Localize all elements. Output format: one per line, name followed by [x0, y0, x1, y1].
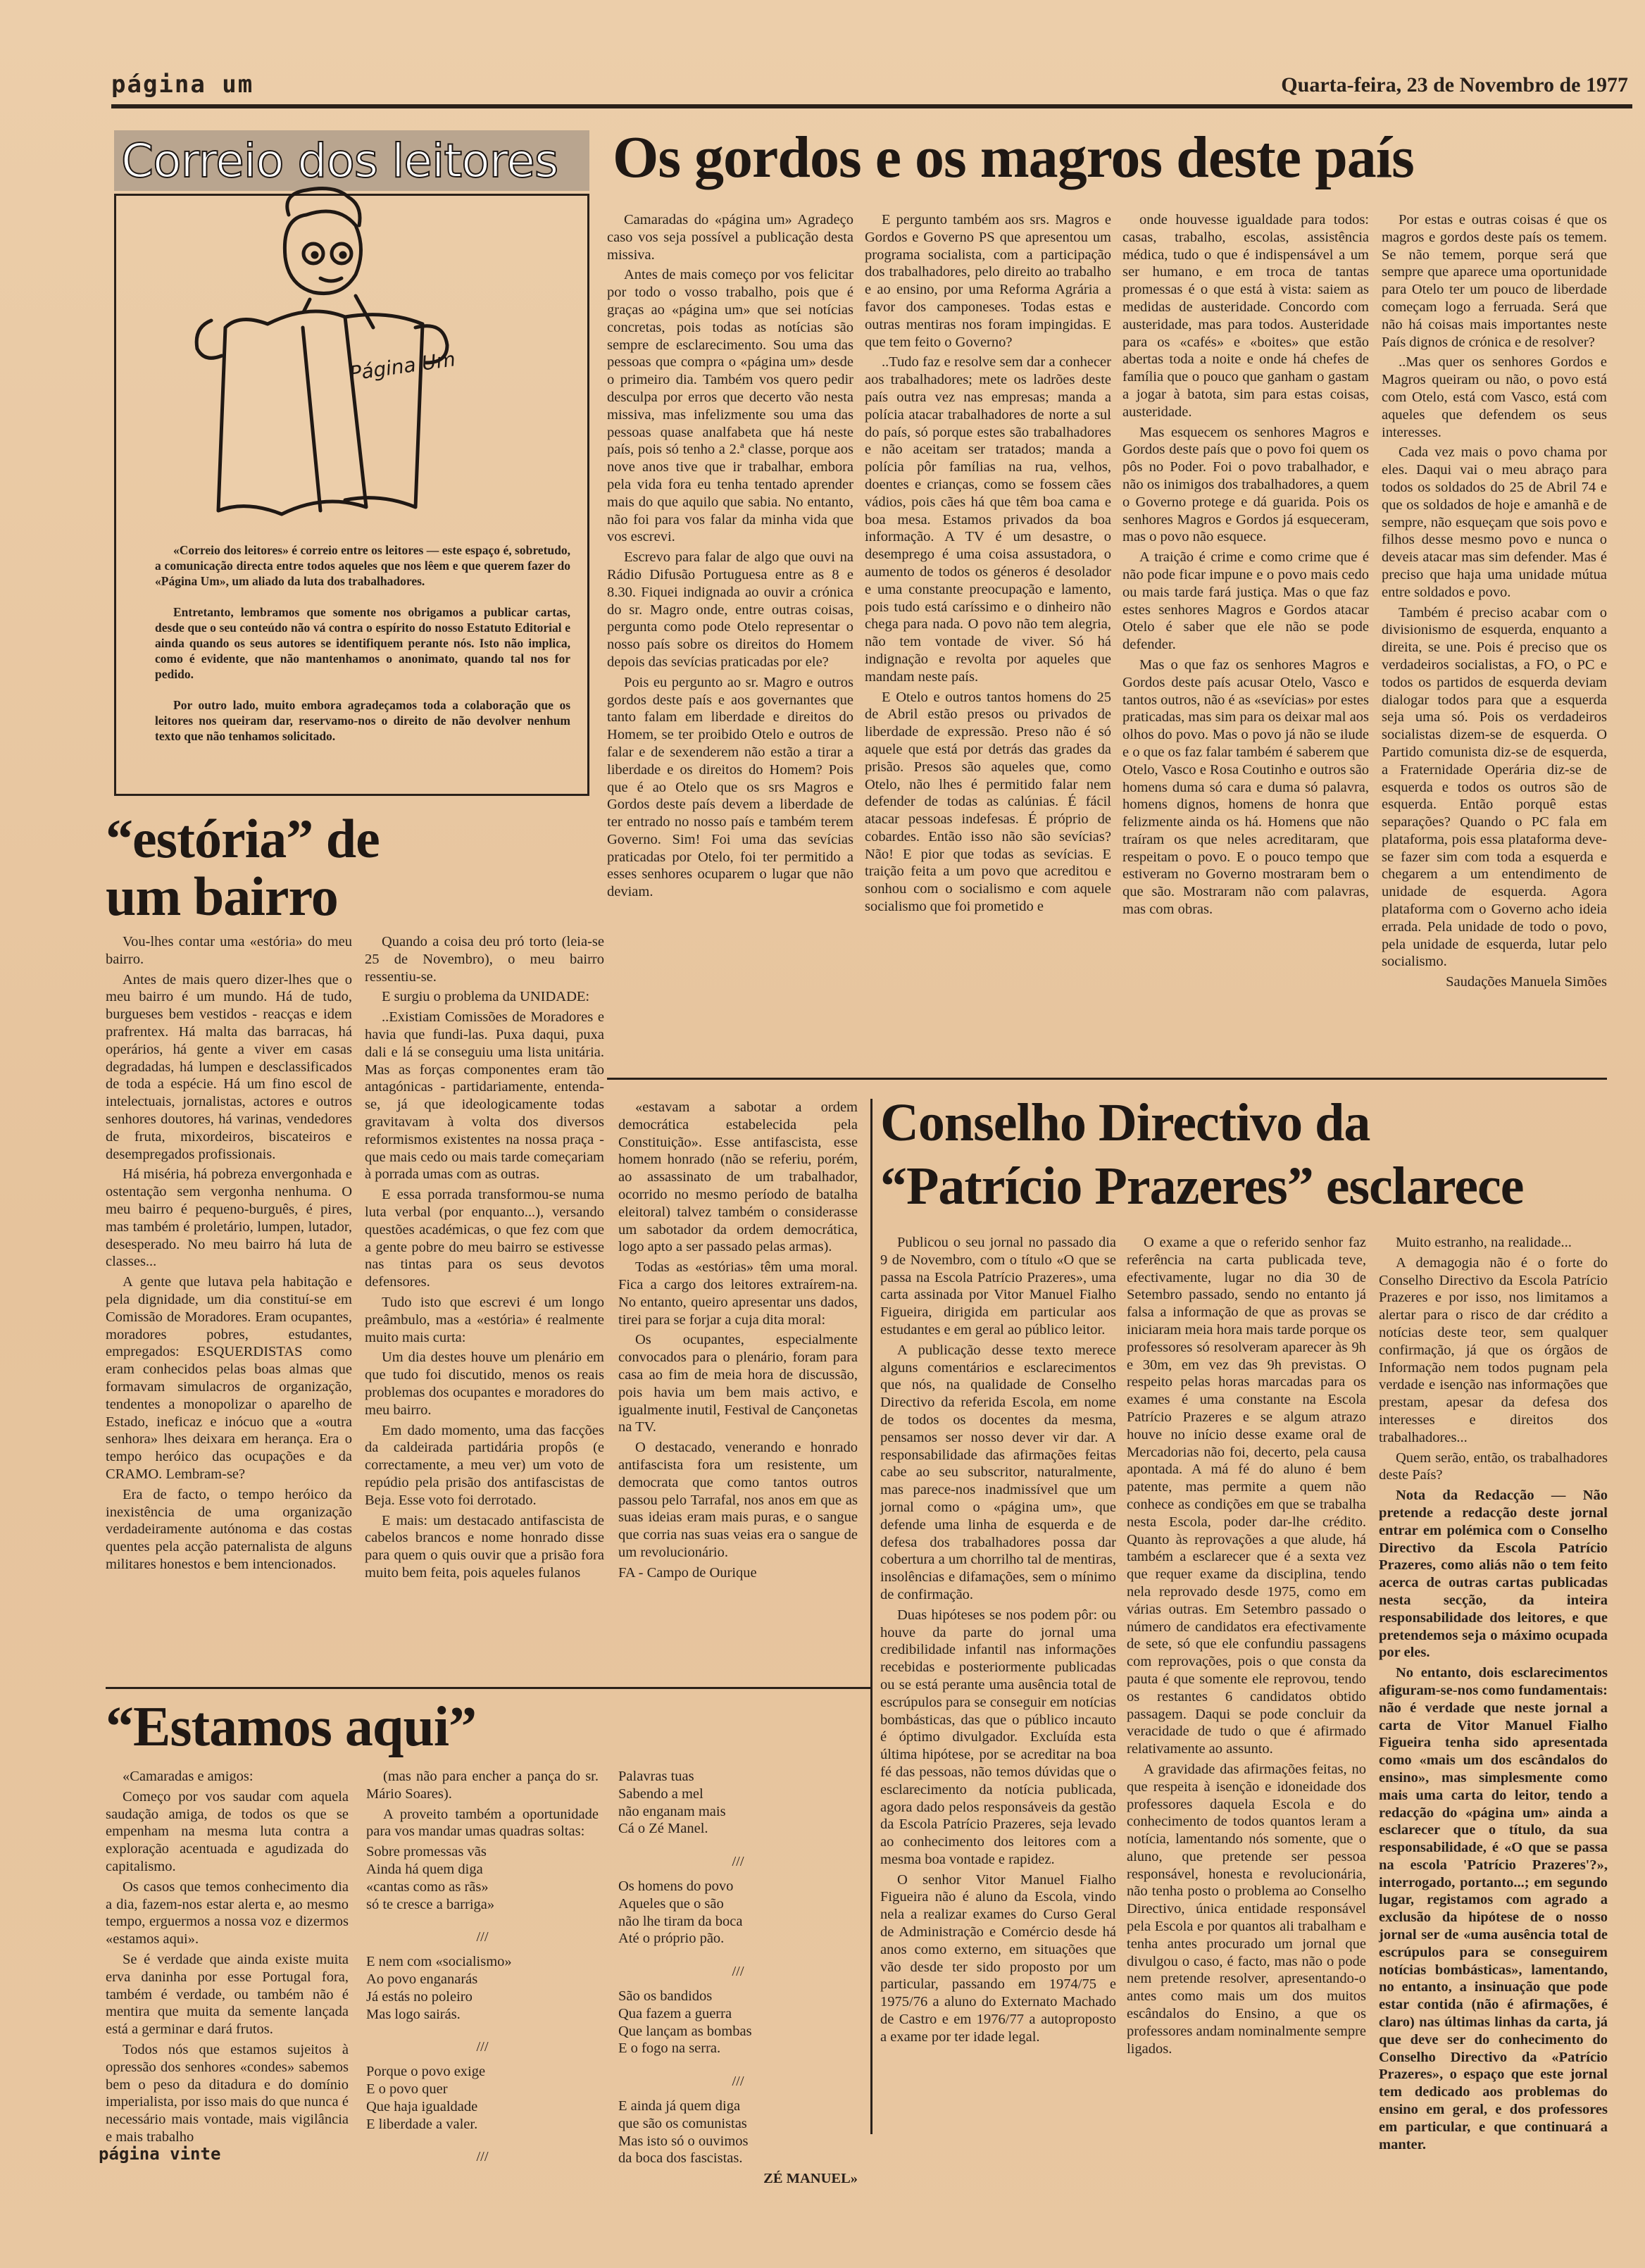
conselho-paragraph: A publicação desse texto merece alguns comentários e esclarecimentos que nós, na qualidade de Conselho Directivo da referida Escola, em nome de todos os docentes da mesma, pensamos ser nosso dever vir dar. A responsabilidade das afirmações feitas cabe ao seu subscritor, naturalmente, mas parece-nos inadmissível que um jornal como o «página um», que defende uma linha de esquerda e de defesa dos trabalhadores possa dar cobertura a um chorrilho tal de mentiras, insolências e difamações, sem o mínimo de confirmação.	[880, 1342, 1116, 1602]
gordos-paragraph: Por estas e outras coisas é que os magros e gordos deste país os temem. Se não temem, porque será que sempre que aparece uma oportunidade para Otelo ter um pouco de liberdade começam logo a ferruada. Será que não há coisas mais importantes neste País dignos de crónica e de resolver?	[1382, 212, 1607, 350]
correio-paragraph: «Correio dos leitores» é correio entre os leitores — este espaço é, sobretudo, a comunicação directa entre todos aqueles que nos lêem e que querem fazer do «Página Um», um aliado da luta dos trabalhadores.	[155, 543, 570, 588]
gordos-paragraph: E pergunto também aos srs. Magros e Gordos e Governo PS que apresentou um programa socialista, com a participação dos trabalhadores, pelo direito ao trabalho e ao ensino, por uma Reforma Agrária a favor dos camponeses. Todas estas e outras mentiras nos foram impingidas. E que tem feito o Governo?	[865, 212, 1111, 350]
verse: Porque o povo exige E o povo quer Que haja igualdade E liberdade a valer.	[366, 2064, 486, 2132]
gordos-paragraph: Camaradas do «página um» Agradeço caso vos seja possível a publicação desta missiva.	[607, 212, 853, 263]
estamos-column-2	[366, 1768, 599, 2165]
gordos-signature: Saudações Manuela Simões	[1446, 974, 1607, 990]
estamos-column-3	[618, 1768, 858, 2187]
estamos-paragraph: Se é verdade que ainda existe muita erva daninha por esse Portugal fora, também é verdade, ou também não é mentira que muita da semente lançada está a germinar e dará frutos.	[106, 1951, 349, 2038]
estoria-paragraph: Tudo isto que escrevi é um longo preâmbulo, mas a «estória» é realmente muito mais curta:	[365, 1294, 604, 1345]
gordos-headline: Os gordos e os magros deste país	[613, 125, 1414, 190]
estoria-paragraph: O destacado, venerando e honrado antifascista fora um resistente, um democrata que como tantos outros passou pelo Tarrafal, nos anos em que as suas ideias eram mais puras, e o sangue que corria nas suas veias era o sangue de um revolucionário.	[618, 1440, 858, 1560]
section-title: página um	[111, 70, 254, 99]
gordos-paragraph: Pois eu pergunto ao sr. Magro e outros gordos deste país e aos governantes que tanto falam em liberdade e direitos do Homem, se ter proibido Otelo e outros de falar e de sexenderem não estão a tirar a liberdade e os direitos do Homem? Pois que é ao Otelo que os srs Magros e Gordos deste país devem a liberdade de ter entrado no nosso país e também terem Governo. Sim! Foi uma das sevícias praticadas por Otelo, foi ter permitido a esses senhores ocuparem o lugar que não deviam.	[607, 674, 853, 900]
conselho-paragraph: Duas hipóteses se nos podem pôr: ou houve da parte do jornal uma credibilidade infantil nas informações recebidas e posteriormente publicadas ou se está perante uma ausência total de escrúpulos para se conseguir em notícias bombásticas, das que o público incauto é óptimo divulgador. Excluída esta última hipótese, por se acreditar na boa fé das pessoas, não temos dúvidas que o esclarecimento da notícia publicada, agora dado pelos responsáveis da gestão da Escola Patrício Prazeres, seja levado ao conhecimento dos leitores com a mesma boa vontade e rapidez.	[880, 1607, 1116, 1867]
verse: E ainda já quem diga que são os comunistas Mas isto só o ouvimos da boca dos fascistas.	[618, 2098, 749, 2167]
estoria-paragraph: Há miséria, há pobreza envergonhada e ostentação sem vergonha nenhuma. O meu bairro é pequeno-burguês, é pires, mas também é proletário, lumpen, lutador, desesperado. No meu bairro há luta de classes...	[106, 1166, 352, 1270]
estoria-column-3	[618, 1099, 858, 1680]
estamos-paragraph: A proveito também a oportunidade para vos mandar umas quadras soltas:	[366, 1806, 599, 1840]
estamos-signature: ZÉ MANUEL»	[763, 2171, 858, 2187]
conselho-paragraph: Publicou o seu jornal no passado dia 9 de Novembro, com o título «O que se passa na Escola Patrício Prazeres», uma carta assinada por Vitor Manuel Fialho Figueira, dirigida em particular aos estudantes e em geral ao público leitor.	[880, 1235, 1116, 1338]
gordos-paragraph: onde houvesse igualdade para todos: casas, trabalho, escolas, assistência médica, tudo o que é indispensável a um ser humano, e em troca de tantas promessas é o que está à vista: saiem as medidas de austeridade. Concordo com austeridade, mas para todos. Austeridade para os «cafés» e «boites» que estão abertas toda a noite e onde há chefes de família que o pouco que ganham o gastam a jogar à batota, sim para estas coisas, austeridade.	[1122, 212, 1369, 420]
gordos-column-3	[1122, 211, 1369, 1081]
conselho-paragraph: Muito estranho, na realidade...	[1396, 1235, 1572, 1250]
gordos-paragraph: E Otelo e outros tantos homens do 25 de Abril estão presos ou privados de liberdade de expressão. Preso não é só aquele que está por detrás das grades da prisão. Presos são aqueles que, como Otelo, não lhes é permitido falar nem defender de todas as calúnias. É fácil atacar pessoas indefesas. É próprio de cobardes. Então isso não são sevícias? Não! E pior que todas as sevícias. E traição feita a um povo que acreditou e sonhou com o socialismo e com aquele socialismo que foi prometido e	[865, 689, 1111, 915]
gordos-paragraph: Também é preciso acabar com o divisionismo de esquerda, enquanto a direita, se une. Pois é preciso que os verdadeiros socialistas, a FO, o PC e todos os partidos de esquerda deviam dialogar todos para que a esquerda seja uma só. Pois os verdadeiros socialistas dizem-se de esquerda. O Partido comunista diz-se de esquerda, a Fraternidade Operária diz-se de esquerda e todos os outros são de esquerda. Então porquê estas separações? Quando o PC fala em plataforma, pois essa plataforma deve-se fazer sim com toda a esquerda e chegarem a um entendimento de unidade de esquerda. Agora plataforma com o Governo acho ideia errada. Pela unidade de todo o povo, pela unidade de esquerda, lutar pelo socialismo.	[1382, 604, 1607, 970]
estoria-column-2	[365, 933, 604, 1680]
estoria-paragraph: E essa porrada transformou-se numa luta verbal (por enquanto...), versando questões académicas, o que fez com que a gente pobre do meu bairro se estivesse nas tintas para os seus devotos defensores.	[365, 1187, 604, 1290]
estoria-paragraph: ..Existiam Comissões de Moradores e havia que fundi-las. Puxa daqui, puxa dali e lá se conseguiu uma lista unitária. Mas as forças componentes eram tão antagónicas - partidariamente, entenda-se, já que ideologicamente todas gravitavam à volta dos diversos reformismos existentes na nossa praça - que mais cedo ou mais tarde começariam à porrada umas com as outras.	[365, 1009, 604, 1183]
gordos-paragraph: Escrevo para falar de algo que ouvi na Rádio Difusão Portuguesa entre as 8 e 8.30. Fiquei indignada ao ouvir a crónica do sr. Magro onde, entre outras coisas, pergunta como pode Otelo representar o nosso país sobre os direitos do Homem depois das sevícias praticadas por ele?	[607, 549, 853, 670]
conselho-paragraph: A demagogia não é o forte do Conselho Directivo da Escola Patrício Prazeres e por isso, nos limitamos a alertar para o risco de dar crédito a notícias deste teor, sem qualquer confirmação, já que os órgãos de Informação nem todos pugnam pela verdade e isenção nas informações que prestam, apesar da defesa dos interesses e direitos dos trabalhadores...	[1379, 1254, 1608, 1445]
estamos-column-1	[106, 1768, 349, 2145]
estoria-paragraph: Os ocupantes, especialmente convocados para o plenário, foram para casa ao fim de meia hora de discussão, pois havia um bem mais activo, e igualmente inutil, Festival de Cançonetas na TV.	[618, 1332, 858, 1435]
conselho-headline-line1: Conselho Directivo da	[880, 1093, 1370, 1152]
correio-paragraph: Entretanto, lembramos que somente nos obrigamos a publicar cartas, desde que o seu conteúdo não vá contra o espírito do nosso Estatuto Editorial e ainda quando os seus autores se identifiquem perante nós. Isto não implica, como é evidente, que não mantenhamos o anonimato, quando tal nos for pedido.	[155, 605, 570, 681]
verse: Os homens do povo Aqueles que o são não lhe tiram da boca Até o próprio pão.	[618, 1878, 743, 1947]
verse-separator: ///	[732, 1964, 744, 1980]
estamos-paragraph: Os casos que temos conhecimento dia a dia, fazem-nos estar alerta e, ao mesmo tempo, erguermos a nossa voz e dizermos «estamos aqui».	[106, 1878, 349, 1948]
estoria-paragraph: A gente que lutava pela habitação e pela dignidade, um dia constituí-se em Comissão de Moradores. Eram ocupantes, moradores pobres, estudantes, empregados: ESQUERDISTAS como eram conhecidos pelas boas almas que formavam simulacros de organização, tendentes a monopolizar o aparelho de Estado, ineficaz e inócuo que a «outra senhora» lhes deixara em herança. Era o tempo heróico das ocupações e da CRAMO. Lembram-se?	[106, 1274, 352, 1482]
estamos-paragraph: Começo por vos saudar com aquela saudação amiga, de todos os que se empenham na mesma luta contra a exploração acentuada e agudizada do capitalismo.	[106, 1788, 349, 1874]
conselho-column-1	[880, 1234, 1116, 2129]
reader-illustration	[183, 187, 479, 525]
page-footer: página vinte	[99, 2144, 221, 2164]
gordos-paragraph: Antes de mais começo por vos felicitar por todo o vosso trabalho, pois que é graças ao «página um» que sei notícias concretas, pois todas as notícias são sempre de esclarecimento. Sou uma das pessoas que compra o «página um» desde o primeiro dia. Também vos quero pedir desculpa por erros que decerto vão nesta missiva, mas infelizmente sou uma das pessoas quase analfabeta que há neste país, pois só tenho a 2.ª classe, porque aos nove anos tive que ir trabalhar, embora pela vida fora eu tenha tentado aprender mais do que aquilo que sabia. No entanto, não foi para vos falar da minha vida que vos escrevi.	[607, 267, 853, 545]
estoria-paragraph: E surgiu o problema da UNIDADE:	[382, 989, 590, 1005]
editor-note: No entanto, dois esclarecimentos afiguram-se-nos como fundamentais: não é verdade que neste jornal a carta de Vitor Manuel Fialho Figueira tenha sido apresentada como «mais um dos escândalos do ensino», mas simplesmente como mais uma carta do leitor, tendo a redacção do «página um» ainda a esclarecer que o título, da sua responsabilidade, é «O que se passa na escola 'Patrício Prazeres'?», interrogado, portanto...; em segundo lugar, registamos com agrado a exclusão da hipótese de o nosso jornal ser de «uma ausência total de escrúpulos para se conseguirem notícias bombásticas», lamentando, no entanto, a insinuação que pode estar contida (não é afirmações, é claro) nas últimas linhas da carta, já que deve ser do conhecimento do Conselho Directivo da «Patrício Prazeres», o espaço que este jornal tem dedicado aos problemas do ensino em geral, e dos professores em particular, e que continuará a manter.	[1379, 1665, 1608, 2152]
conselho-paragraph: A gravidade das afirmações feitas, no que respeita à isenção e idoneidade dos professores daquela Escola e do conhecimento de todos quantos leram a notícia, lamentando nós somente, que o aluno, que pretende ser pessoa responsável, honesta e revolucionária, não tenha posto o problema ao Conselho Directivo, única entidade responsável pela Escola e por quantos ali trabalham e tenha antes procurado um jornal que divulgou o caso, é facto, mas não o pode nem pretende resolver, apresentando-o antes como mais um dos muitos escândalos do Ensino, a que os professores andam nominalmente sempre ligados.	[1127, 1761, 1366, 2057]
section-divider	[106, 1687, 870, 1689]
conselho-column-3	[1379, 1234, 1608, 2152]
issue-date: Quarta-feira, 23 de Novembro de 1977	[1281, 73, 1628, 96]
estoria-paragraph: Vou-lhes contar uma «estória» do meu bairro.	[106, 934, 352, 967]
gordos-column-2	[865, 211, 1111, 1081]
gordos-paragraph: ..Mas quer os senhores Gordos e Magros queiram ou não, o povo está com Otelo, está com Vasco, está com aqueles que defendem os seus interesses.	[1382, 354, 1607, 440]
estamos-paragraph: (mas não para encher a pança do sr. Mário Soares).	[366, 1769, 599, 1802]
verse-separator: ///	[732, 1854, 744, 1870]
estoria-column-1	[106, 933, 352, 1680]
estoria-signature: FA - Campo de Ourique	[618, 1564, 757, 1581]
verse-separator: ///	[732, 2074, 744, 2090]
gordos-paragraph: Mas esquecem os senhores Magros e Gordos deste país que o povo foi quem os pôs no Poder. Foi o povo trabalhador, e não os inimigos dos trabalhadores, a quem o Governo protege e dá guarida. Pois os senhores Magros e Gordos já esqueceram, mas o povo não esquece.	[1122, 424, 1369, 545]
gordos-paragraph: A traição é crime e como crime que é não pode ficar impune e o povo mais cedo ou mais tarde fará justiça. Mas o que faz estes senhores Magros e Gordos atacar Otelo é saber que ele não se pode defender.	[1122, 549, 1369, 653]
estoria-paragraph: Em dado momento, uma das facções da caldeirada partidária propôs (e correctamente, a meu ver) um voto de repúdio pela prisão dos antifascistas de Beja. Esse voto foi derrotado.	[365, 1422, 604, 1508]
newspaper-icon	[218, 311, 366, 514]
verse: Palavras tuas Sabendo a mel não enganam mais Cá o Zé Manel.	[618, 1769, 726, 1837]
verse-separator: ///	[476, 2039, 489, 2055]
conselho-paragraph: O exame a que o referido senhor faz referência na carta publicada teve, efectivamente, lugar no dia 30 de Setembro passado, sendo no entanto já falsa a informação de que as provas se iniciaram meia hora mais tarde porque os professores só resolveram aparecer às 9h e 30m, em vez das 9h previstas. O respeito pelas horas marcadas para os exames é uma constante na Escola Patrício Prazeres e se algum atrazo houve no início desse exame oral de Mercadorias não foi, decerto, pela causa apontada. A má fé do aluno é bem patente, mas permite a quem não conhece as condições em que se trabalha nesta Escola, poder dar-lhe crédito. Quanto às reprovações a que alude, há também a esclarecer que é a sexta vez que requer exame da disciplina, tendo nela reprovado desde 1975, como em várias outras. Em Setembro passado o número de candidatos era efectivamente de sete, só que ele confundiu passagens com reprovações, pois o que consta da pauta é que somente ele reprovou, tendo os restantes 6 candidatos obtido passagem. Daqui se pode concluir da veracidade de tudo o que é afirmado relativamente ao assunto.	[1127, 1235, 1366, 1757]
conselho-paragraph: Quem serão, então, os trabalhadores deste País?	[1379, 1450, 1608, 1483]
verse-separator: ///	[476, 2149, 489, 2165]
conselho-column-2	[1127, 1234, 1366, 2129]
verse: E nem com «socialismo» Ao povo enganarás Já estás no poleiro Mas logo sairás.	[366, 1954, 512, 2022]
gordos-paragraph: Cada vez mais o povo chama por eles. Daqui vai o meu abraço para todos os soldados do 25 de Abril 74 e que os soldados de hoje e amanhã e de sempre, não esqueçam que sois povo e filhos desse mesmo povo e nunca o deveis atacar mas sim defender. Mas é preciso que haja uma unidade mútua entre soldados e povo.	[1382, 444, 1607, 600]
estoria-headline: “estória” de um bairro	[106, 808, 380, 927]
gordos-column-1	[607, 211, 853, 1081]
estoria-paragraph: Quando a coisa deu pró torto (leia-se 25 de Novembro), o meu bairro ressentiu-se.	[365, 934, 604, 985]
estoria-paragraph: Um dia destes houve um plenário em que tudo foi discutido, menos os reais problemas dos ocupantes e moradores do meu bairro.	[365, 1350, 604, 1418]
newspaper-label: Página Um	[348, 347, 457, 385]
estoria-paragraph: Era de facto, o tempo heróico da inexistência de uma organização verdadeiramente autónoma e das costas quentes pela acção paternalista de alguns militares honestos e bem intencionados.	[106, 1486, 352, 1572]
editor-note: Nota da Redacção — Não pretende a redacção deste jornal entrar em polémica com o Conselho Directivo da Escola Patrício Prazeres, como aliás não o tem feito acerca de outras cartas publicadas nesta secção, da inteira responsabilidade dos leitores, e que pretendemos seja o máximo ocupada por eles.	[1379, 1488, 1608, 1661]
correio-banner-title: Correio dos leitores	[121, 134, 558, 188]
verse: São os bandidos Qua fazem a guerra Que lançam as bombas E o fogo na serra.	[618, 1988, 752, 2057]
verse-separator: ///	[476, 1929, 489, 1945]
correio-intro	[155, 542, 570, 759]
masthead-rule	[111, 104, 1632, 108]
estoria-paragraph: Todas as «estórias» têm uma moral. Fica a cargo dos leitores extraírem-na. No entanto, queiro apresentar uns dados, tirei para se forjar a cuja dita moral:	[618, 1259, 858, 1328]
estamos-headline: “Estamos aqui”	[106, 1696, 477, 1758]
estamos-paragraph: Todos nós que estamos sujeitos à opressão dos senhores «condes» sabemos bem o peso da ditadura e do domínio imperialista, por isso mais do que nunca é necessário mais vontade, mais vigilância e mais trabalho	[106, 2041, 349, 2145]
conselho-paragraph: O senhor Vitor Manuel Fialho Figueira não é aluno da Escola, vindo nela a realizar exames do Curso Geral de Administração e Comércio desde há anos como externo, em situações que vão desde ter sido proposto por um particular, passando em 1974/75 e 1975/76 a aluno do Externato Machado de Castro e em 1976/77 a autoproposto a exame por ter idade legal.	[880, 1871, 1116, 2045]
section-divider	[607, 1078, 1607, 1080]
gordos-column-4	[1382, 211, 1607, 1081]
gordos-paragraph: ..Tudo faz e resolve sem dar a conhecer aos trabalhadores; mete os ladrões deste país outra vez nas empresas; manda a polícia atacar trabalhadores de norte a sul do país, só porque estes são trabalhadores e não aceitam ser tratados; manda a polícia pôr famílias na rua, velhos, doentes e crianças, como se fossem cães vádios, pois cães há que têm boa cama e boa mesa. Estamos privados da boa informação. A TV é um desastre, o desemprego é uma coisa assustadora, o aumento de todos os géneros é desolador e uma constante preocupação e lamento, pois tudo está caríssimo e o dinheiro não chega para nada. O povo não tem alegria, não tem vontade de viver. Só há indignação e revolta por aqueles que mandam neste país.	[865, 354, 1111, 685]
estoria-paragraph: E mais: um destacado antifascista de cabelos brancos e nome honrado disse para quem o quis ouvir que a prisão fora muito bem feita, pois aqueles fulanos	[365, 1512, 604, 1581]
estoria-paragraph: Antes de mais quero dizer-lhes que o meu bairro é um mundo. Há de tudo, burgueses bem vestidos - reacças e idem prafrentex. Há malta das barracas, há operários, há gente a viver em casas degradadas, há lumpen e desclassificados de toda a espécie. Há um fino escol de intelectuais, jornalistas, actores e outros senhores doutores, há varinas, vendedores de fruta, mixordeiros, biscateiros e desempregados profissionais.	[106, 971, 352, 1162]
conselho-headline-line2: “Patrício Prazeres” esclarece	[880, 1157, 1524, 1216]
estamos-paragraph: «Camaradas e amigos:	[123, 1769, 254, 1784]
estoria-paragraph: «estavam a sabotar a ordem democrática estabelecida pela Constituição». Esse antifascista, esse homem honrado (não se referiu, porém, ao assassinato de um trabalhador, ocorrido no mesmo período de batalha eleitoral) talvez também o considerasse um sabotador da ordem democrática, logo apto a ser passado pelas armas).	[618, 1099, 858, 1255]
gordos-paragraph: Mas o que faz os senhores Magros e Gordos deste país acusar Otelo, Vasco e tantos outros, não é as «sevícias» por estes praticadas, mas sim para os deixar mal aos olhos do povo. Mas o povo já não se ilude e o que os faz falar também é saberem que Otelo, Vasco e Rosa Coutinho e outros são homens duma só cara e duma só palavra, homens dignos, homens de honra que felizmente ainda os há. Homens que não traíram os que neles acreditaram, que respeitam o povo. E o pouco tempo que estiveram no Governo mostraram bem o que são. Mostraram não com palavras, mas com obras.	[1122, 656, 1369, 918]
correio-paragraph: Por outro lado, muito embora agradeçamos toda a colaboração que os leitores nos queiram dar, reservamo-nos o direito de não devolver nenhum texto que não tenhamos solicitado.	[155, 698, 570, 743]
verse: Sobre promessas vãs Ainda há quem diga «cantas como as rãs» só te cresce a barriga»	[366, 1844, 495, 1912]
column-divider	[870, 1099, 872, 2134]
left-hand-icon	[196, 320, 222, 358]
